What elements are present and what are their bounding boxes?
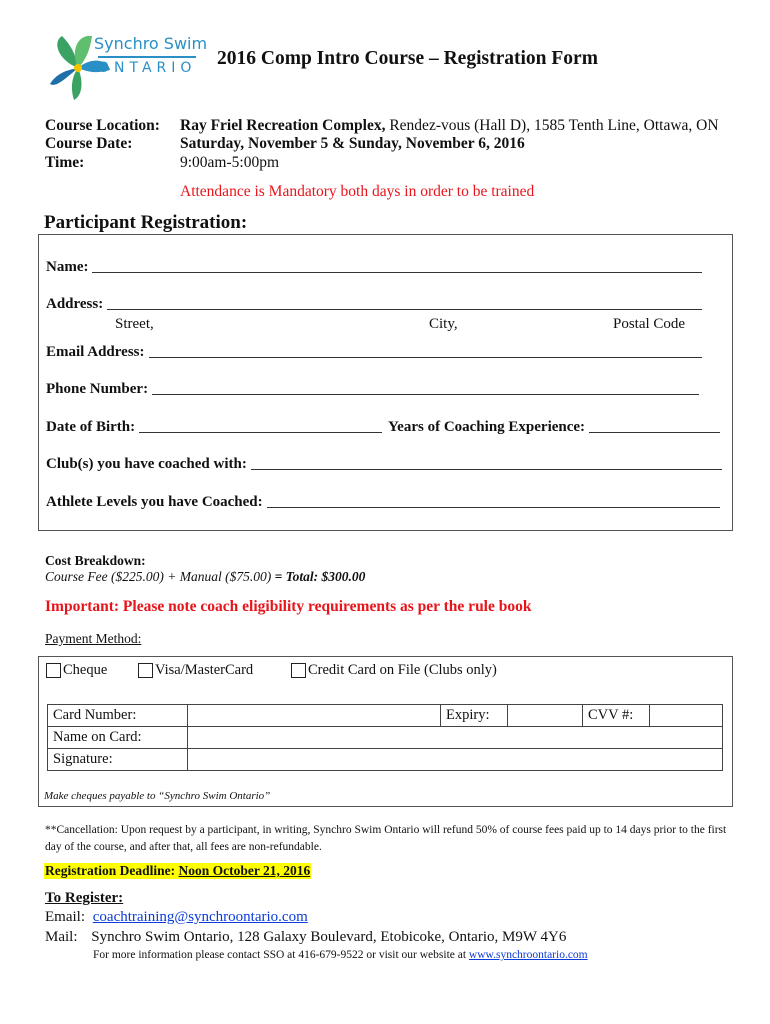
clubs-field[interactable] (46, 456, 722, 473)
page-title: 2016 Comp Intro Course – Registration Form (217, 48, 598, 69)
postal-code-caption: Postal Code (613, 316, 686, 332)
cost-items: Course Fee ($225.00) + Manual ($75.00) (45, 569, 272, 584)
attendance-note: Attendance is Mandatory both days in order to be trained (180, 183, 535, 200)
clubs-label: Club(s) you have coached with: (46, 456, 247, 472)
course-date-label: Course Date: (45, 135, 133, 152)
cost-total: = Total: $300.00 (274, 569, 366, 584)
deadline-value: Noon October 21, 2016 (178, 863, 311, 878)
logo-wordmark-top: Synchro Swim (94, 34, 208, 53)
deadline-label: Registration Deadline: (45, 863, 176, 878)
register-email-label: Email: (45, 909, 85, 925)
signature-label: Signature: (48, 749, 188, 771)
years-coaching-input-line[interactable] (589, 431, 720, 433)
synchro-swim-ontario-logo (48, 30, 208, 102)
register-mail-address: Synchro Swim Ontario, 128 Galaxy Boulevard, Etobicoke, Ontario, M9W 4Y6 (91, 929, 567, 945)
credit-card-on-file-label: Credit Card on File (Clubs only) (308, 662, 497, 678)
athlete-levels-field[interactable] (46, 494, 720, 511)
participant-section-title: Participant Registration: (44, 212, 248, 233)
dob-label: Date of Birth: (46, 419, 136, 435)
city-caption: City, (429, 316, 458, 332)
register-email-line (45, 909, 308, 926)
course-time-value: 9:00am-5:00pm (180, 154, 280, 171)
name-on-card-label: Name on Card: (48, 727, 188, 749)
address-field[interactable] (46, 296, 702, 313)
register-email-link[interactable]: coachtraining@synchroontario.com (92, 909, 308, 925)
venue-address: Rendez-vous (Hall D), 1585 Tenth Line, Ottawa, ON (385, 117, 719, 134)
address-input-line[interactable] (107, 308, 702, 310)
important-note: Important: Please note coach eligibility requirements as per the rule book (45, 598, 532, 615)
years-coaching-label: Years of Coaching Experience: (388, 419, 586, 435)
cheque-payable-note: Make cheques payable to “Synchro Swim Ontario” (44, 790, 271, 802)
dob-input-line[interactable] (139, 431, 382, 433)
cancellation-policy: **Cancellation: Upon request by a participant, in writing, Synchro Swim Ontario will refund 50% of course fees paid up to 14 days prior to the first day of the course, and after that, all fees are non-refundable. (45, 824, 727, 853)
venue-name: Ray Friel Recreation Complex, (180, 117, 386, 134)
name-on-card-input[interactable] (188, 727, 723, 749)
address-label: Address: (46, 296, 104, 312)
name-label: Name: (46, 259, 89, 275)
street-caption: Street, (115, 316, 154, 332)
years-coaching-field[interactable] (388, 419, 720, 436)
credit-card-on-file-option[interactable] (291, 662, 497, 679)
cost-breakdown-title: Cost Breakdown: (45, 553, 146, 568)
athlete-levels-input-line[interactable] (267, 506, 720, 508)
website-link[interactable]: www.synchroontario.com (468, 949, 588, 961)
course-date-value: Saturday, November 5 & Sunday, November 6, 2016 (180, 135, 525, 152)
credit-card-on-file-checkbox[interactable] (291, 663, 306, 678)
expiry-input[interactable] (508, 705, 583, 727)
visa-mastercard-option[interactable] (138, 662, 253, 679)
course-location-value (180, 117, 719, 135)
phone-input-line[interactable] (152, 393, 699, 395)
phone-field[interactable] (46, 381, 699, 398)
logo-wordmark-bottom: ONTARIO (98, 56, 196, 76)
expiry-label: Expiry: (441, 705, 508, 727)
cheque-option[interactable] (46, 662, 107, 679)
more-info-line (93, 949, 588, 961)
more-info-text: For more information please contact SSO at 416-679-9522 or visit our website at (93, 949, 467, 961)
cvv-input[interactable] (650, 705, 723, 727)
cost-breakdown-line (45, 569, 365, 585)
payment-method-label: Payment Method: (45, 631, 142, 646)
course-time-label: Time: (45, 154, 85, 171)
email-label: Email Address: (46, 344, 145, 360)
to-register-title: To Register: (45, 890, 124, 906)
cheque-label: Cheque (63, 662, 108, 678)
card-number-input[interactable] (188, 705, 441, 727)
email-field[interactable] (46, 344, 702, 361)
dob-field[interactable] (46, 419, 382, 436)
card-details-table (47, 704, 723, 771)
phone-label: Phone Number: (46, 381, 149, 397)
register-mail-line (45, 929, 566, 946)
register-mail-label: Mail: (45, 929, 78, 945)
email-input-line[interactable] (149, 356, 703, 358)
visa-mastercard-checkbox[interactable] (138, 663, 153, 678)
cheque-checkbox[interactable] (46, 663, 61, 678)
card-number-label: Card Number: (48, 705, 188, 727)
athlete-levels-label: Athlete Levels you have Coached: (46, 494, 263, 510)
visa-mastercard-label: Visa/MasterCard (155, 662, 254, 678)
name-field[interactable] (46, 259, 702, 276)
registration-deadline (44, 863, 311, 879)
clubs-input-line[interactable] (251, 468, 722, 470)
cvv-label: CVV #: (583, 705, 650, 727)
signature-input[interactable] (188, 749, 723, 771)
course-location-label: Course Location: (45, 117, 160, 134)
name-input-line[interactable] (92, 271, 702, 273)
